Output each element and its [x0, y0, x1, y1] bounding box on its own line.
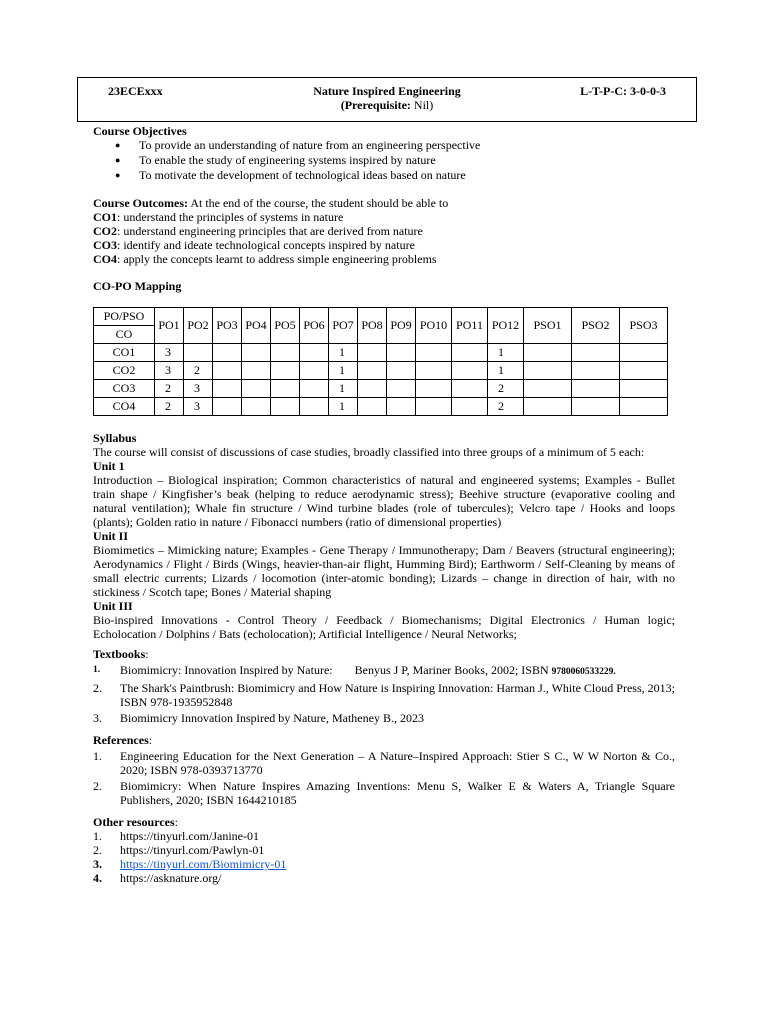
table-cell: 1: [329, 398, 358, 416]
syllabus-heading: Syllabus: [93, 431, 137, 445]
outcome-item: CO1: understand the principles of systems in nature: [93, 210, 344, 224]
table-cell: [524, 344, 572, 362]
table-cell: [572, 344, 620, 362]
table-cell: [213, 344, 242, 362]
unit-title: Unit 1: [93, 459, 125, 473]
table-cell: [300, 398, 329, 416]
course-title: Nature Inspired Engineering: [313, 84, 461, 98]
table-cell: [452, 362, 488, 380]
table-cell: [242, 362, 271, 380]
unit-text: Introduction – Biological inspiration; Common characteristics of natural and engineered systems; Examples - Bullet train shape / Kingfisher’s beak (helping to reduce aerodynamic stress); Beehive structure (evaporative cooling and natural ventilation); Whale fin structure / Wind turbine blades (role of tubercules); Velcro tape / Hooks and loops (plants); Golden ratio in nature / Fibonacci numbers (ratio of dimensional properties): [93, 473, 675, 529]
table-cell: [242, 344, 271, 362]
column-header: PO7: [329, 308, 358, 344]
list-item: 3. https://tinyurl.com/Biomimicry-01: [93, 857, 287, 871]
table-cell: [620, 398, 668, 416]
table-cell: [416, 380, 452, 398]
table-cell: [620, 344, 668, 362]
column-header: PO8: [358, 308, 387, 344]
column-header: PO5: [271, 308, 300, 344]
objectives-list: [93, 138, 675, 183]
table-cell: 1: [488, 362, 524, 380]
outcome-item: CO4: apply the concepts learnt to address simple engineering problems: [93, 252, 437, 266]
list-item: 2. Biomimicry: When Nature Inspires Amazing Inventions: Menu S, Walker E & Waters A, Triangle Square Publishers, 2020; ISBN 1644210185: [93, 779, 675, 807]
table-cell: [358, 398, 387, 416]
table-cell: 1: [488, 344, 524, 362]
table-row: [94, 362, 668, 380]
references-heading: References:: [93, 733, 153, 747]
column-header: PO6: [300, 308, 329, 344]
table-row: [94, 380, 668, 398]
table-cell: [524, 398, 572, 416]
column-header: PSO2: [572, 308, 620, 344]
table-cell: [387, 380, 416, 398]
references-list: [93, 749, 675, 807]
column-header: PSO3: [620, 308, 668, 344]
table-cell: [387, 398, 416, 416]
table-cell: [387, 362, 416, 380]
table-cell: 3: [184, 398, 213, 416]
table-cell: [271, 344, 300, 362]
course-prerequisite: (Prerequisite: Nil): [340, 98, 434, 112]
table-cell: [213, 380, 242, 398]
row-label: CO2: [94, 362, 155, 380]
row-label: CO4: [94, 398, 155, 416]
table-cell: [213, 362, 242, 380]
table-cell: [524, 380, 572, 398]
table-cell: [620, 380, 668, 398]
corner-co: CO: [94, 326, 155, 344]
textbooks-list: [93, 663, 675, 725]
table-cell: [452, 344, 488, 362]
textbooks-heading: Textbooks:: [93, 647, 149, 661]
list-item: ● To enable the study of engineering systems inspired by nature: [115, 153, 436, 167]
table-cell: [358, 362, 387, 380]
column-header: PO2: [184, 308, 213, 344]
table-cell: 3: [184, 380, 213, 398]
objectives-heading: Course Objectives: [93, 124, 187, 138]
table-cell: [242, 398, 271, 416]
course-code: 23ECExxx: [108, 84, 163, 98]
bullet-icon: ●: [115, 140, 121, 150]
outcome-item: CO3: identify and ideate technological concepts inspired by nature: [93, 238, 415, 252]
unit-title: Unit III: [93, 599, 133, 613]
bullet-icon: ●: [115, 170, 121, 180]
list-item: ● To motivate the development of technological ideas based on nature: [115, 168, 466, 182]
table-cell: 1: [329, 344, 358, 362]
outcome-item: CO2: understand engineering principles that are derived from nature: [93, 224, 423, 238]
list-item: 2. https://tinyurl.com/Pawlyn-01: [93, 843, 265, 857]
column-header: PO3: [213, 308, 242, 344]
co-po-mapping-table: [93, 307, 668, 416]
table-cell: 2: [184, 362, 213, 380]
column-header: PO4: [242, 308, 271, 344]
table-cell: 2: [155, 398, 184, 416]
table-cell: [271, 380, 300, 398]
list-item: ● To provide an understanding of nature from an engineering perspective: [115, 138, 481, 152]
table-cell: [452, 380, 488, 398]
corner-po-pso: PO/PSO: [94, 308, 155, 326]
table-cell: [524, 362, 572, 380]
table-cell: [358, 344, 387, 362]
table-cell: 1: [329, 362, 358, 380]
table-cell: [387, 344, 416, 362]
table-cell: [300, 380, 329, 398]
table-cell: 2: [488, 380, 524, 398]
table-cell: [358, 380, 387, 398]
unit-text: Biomimetics – Mimicking nature; Examples - Gene Therapy / Immunotherapy; Dam / Beavers (structural engineering); Aerodynamics / Flight / Birds (Wings, heavier-than-air flight, Humming Bird); Earthworm / Self-Cleaning by means of small electric currents; Lizards / locomotion (inter-atomic bonding); Lizards – change in direction of hair, with no stickiness / Scotch tape; Bones / Material shaping: [93, 543, 675, 599]
column-header: PO10: [416, 308, 452, 344]
other-resources-heading: Other resources:: [93, 815, 178, 829]
table-cell: [572, 398, 620, 416]
list-item: 1. https://tinyurl.com/Janine-01: [93, 829, 259, 843]
column-header: PO1: [155, 308, 184, 344]
unit-text: Bio-inspired Innovations - Control Theory / Feedback / Biomechanisms; Digital Electronics / Human logic; Echolocation / Dolphins / Bats (echolocation); Artificial Intelligence / Neural Networks;: [93, 613, 675, 641]
course-ltpc: L-T-P-C: 3-0-0-3: [580, 84, 666, 98]
table-cell: [620, 362, 668, 380]
table-cell: 3: [155, 362, 184, 380]
table-cell: [213, 398, 242, 416]
table-cell: [416, 344, 452, 362]
table-cell: 1: [329, 380, 358, 398]
table-cell: [572, 380, 620, 398]
column-header: PO9: [387, 308, 416, 344]
table-cell: 2: [488, 398, 524, 416]
table-cell: [300, 362, 329, 380]
table-cell: [271, 398, 300, 416]
table-header-row: [94, 308, 668, 326]
outcomes-intro: Course Outcomes: At the end of the course, the student should be able to: [93, 196, 449, 210]
bullet-icon: ●: [115, 155, 121, 165]
table-cell: [184, 344, 213, 362]
document-body: [93, 124, 675, 885]
list-item: 1. Biomimicry: Innovation Inspired by Nature: Benyus J P, Mariner Books, 2002; ISBN 9780060533229.: [93, 663, 616, 677]
column-header: PSO1: [524, 308, 572, 344]
list-item: 2. The Shark's Paintbrush: Biomimicry and How Nature is Inspiring Innovation: Harman J., White Cloud Press, 2013; ISBN 978-1935952848: [93, 681, 675, 709]
unit-title: Unit II: [93, 529, 129, 543]
list-item: 3. Biomimicry Innovation Inspired by Nature, Matheney B., 2023: [93, 711, 424, 725]
table-cell: 3: [155, 344, 184, 362]
table-cell: [572, 362, 620, 380]
syllabus-intro: The course will consist of discussions of case studies, broadly classified into three groups of a minimum of 5 each:: [93, 445, 645, 459]
row-label: CO3: [94, 380, 155, 398]
list-item: 1. Engineering Education for the Next Generation – A Nature–Inspired Approach: Stier S C., W W Norton & Co., 2020; ISBN 978-0393713770: [93, 749, 675, 777]
table-cell: [416, 362, 452, 380]
table-cell: [452, 398, 488, 416]
table-cell: [300, 344, 329, 362]
table-cell: [242, 380, 271, 398]
row-label: CO1: [94, 344, 155, 362]
column-header: PO11: [452, 308, 488, 344]
list-item: 4. https://asknature.org/: [93, 871, 222, 885]
course-header-box: [77, 77, 697, 122]
column-header: PO12: [488, 308, 524, 344]
table-row: [94, 344, 668, 362]
other-resources-list: [93, 829, 675, 885]
table-cell: [416, 398, 452, 416]
mapping-heading: CO-PO Mapping: [93, 279, 182, 293]
table-row: [94, 398, 668, 416]
table-cell: [271, 362, 300, 380]
biomimicry-link[interactable]: https://tinyurl.com/Biomimicry-01: [120, 857, 287, 871]
table-cell: 2: [155, 380, 184, 398]
